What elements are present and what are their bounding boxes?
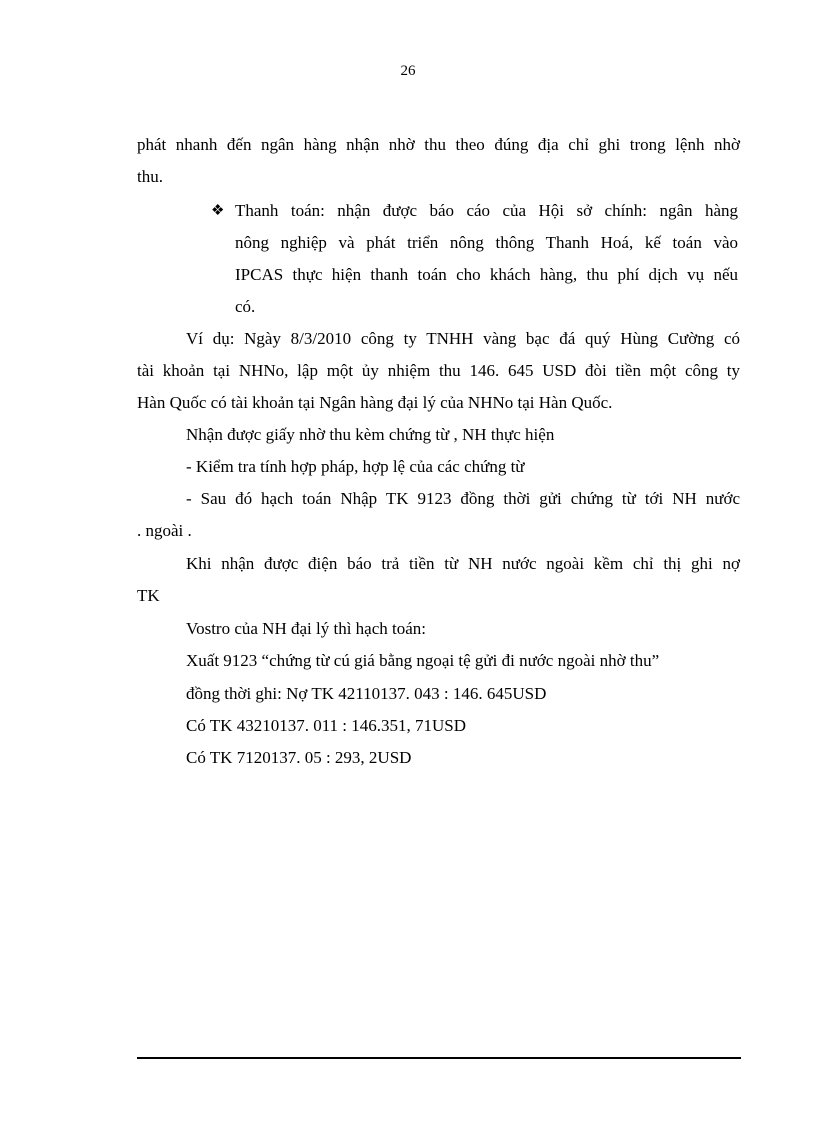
receive-collection-line: Nhận được giấy nhờ thu kèm chứng từ , NH thực hiện (186, 425, 555, 444)
example-line-2: tài khoản tại NHNo, lập một ủy nhiệm thu 146. 645 USD đòi tiền một công ty (137, 361, 740, 380)
bullet-payment-line-1: Thanh toán: nhận được báo cáo của Hội sở chính: ngân hàng (235, 201, 738, 220)
paragraph-continuation-line-1: phát nhanh đến ngân hàng nhận nhờ thu theo đúng địa chỉ ghi trong lệnh nhờ (137, 135, 740, 154)
paragraph-continuation-line-2: thu. (137, 167, 163, 186)
accounting-entry-line-1: - Sau đó hạch toán Nhập TK 9123 đồng thời gửi chứng từ tới NH nước (186, 489, 740, 508)
vostro-line: Vostro của NH đại lý thì hạch toán: (186, 619, 427, 638)
bullet-payment-line-3: IPCAS thực hiện thanh toán cho khách hàng, thu phí dịch vụ nếu (235, 265, 738, 284)
credit-entry-line-2: Có TK 7120137. 05 : 293, 2USD (186, 748, 412, 767)
payment-notice-line-2: TK (137, 586, 160, 605)
example-line-3: Hàn Quốc có tài khoản tại Ngân hàng đại lý của NHNo tại Hàn Quốc. (137, 393, 613, 412)
credit-entry-line-1: Có TK 43210137. 011 : 146.351, 71USD (186, 716, 467, 735)
page-number: 26 (400, 63, 416, 79)
payment-notice-line-1: Khi nhận được điện báo trả tiền từ NH nước ngoài kềm chỉ thị ghi nợ (186, 554, 740, 573)
check-legality-line: - Kiểm tra tính hợp pháp, hợp lệ của các chứng từ (186, 457, 525, 476)
example-line-1: Ví dụ: Ngày 8/3/2010 công ty TNHH vàng bạc đá quý Hùng Cường có (186, 329, 740, 348)
footer-rule (137, 1057, 741, 1059)
debit-entry-line: đồng thời ghi: Nợ TK 42110137. 043 : 146. 645USD (186, 684, 547, 703)
four-diamond-bullet-icon: ❖ (211, 203, 225, 219)
accounting-entry-line-2: . ngoài . (137, 521, 192, 540)
bullet-payment-line-4: có. (235, 297, 256, 316)
bullet-payment-line-2: nông nghiệp và phát triển nông thông Thanh Hoá, kế toán vào (235, 233, 738, 252)
export-9123-line: Xuất 9123 “chứng từ cú giá bằng ngoại tệ gửi đi nước ngoài nhờ thu” (186, 651, 660, 670)
